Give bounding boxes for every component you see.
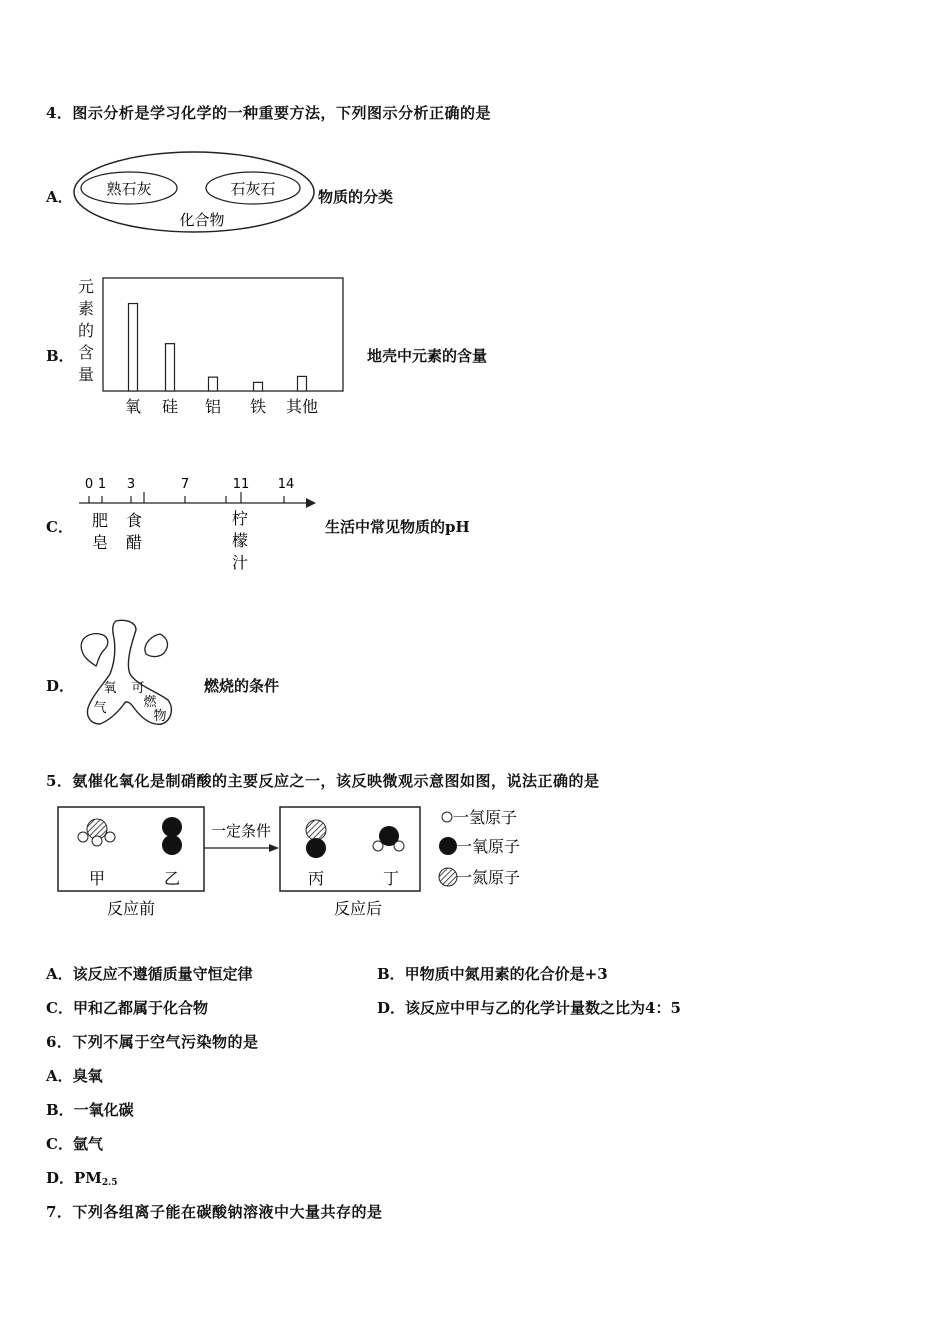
q4-a-caption: 物质的分类: [318, 188, 394, 206]
q4-d-caption: 燃烧的条件: [204, 677, 280, 695]
ding-label: 丁: [382, 869, 400, 888]
chart-frame: [103, 278, 343, 391]
after-label: 反应后: [333, 899, 383, 918]
soap-char: 肥: [91, 511, 109, 530]
q7-stem: 7．下列各组离子能在碳酸钠溶液中大量共存的是: [46, 1203, 383, 1221]
lemon-char: 汁: [231, 553, 249, 572]
q6-option-d-subscript: 2.5: [101, 1178, 118, 1188]
lemon-char: 柠: [231, 509, 249, 528]
fuel-char: 可: [131, 681, 145, 696]
hydrogen-legend-icon: [442, 812, 452, 822]
fuel-char: 燃: [143, 695, 157, 710]
ph-tick-label: 14: [277, 477, 295, 492]
q6-option-d[interactable]: [46, 1167, 118, 1188]
compound-text: 化合物: [179, 211, 225, 229]
q5-option-c[interactable]: C．甲和乙都属于化合物: [46, 999, 208, 1017]
ph-tick-label: 1: [97, 477, 107, 492]
q5-option-b[interactable]: B．甲物质中氮用素的化合价是+3: [377, 965, 608, 983]
lemon-char: 檬: [231, 531, 249, 550]
bar-4: [254, 382, 263, 391]
nitrogen-legend-icon: [439, 868, 457, 886]
q6-option-b[interactable]: B．一氧化碳: [46, 1101, 134, 1119]
bar-category-label: 铝: [204, 397, 222, 416]
q6-option-d-text: D．PM: [46, 1169, 102, 1187]
legend-oxygen: 一氧原子: [456, 837, 521, 856]
oxygen-legend-icon: [439, 837, 457, 855]
classification-diagram: [72, 150, 317, 234]
bar-2: [166, 344, 175, 391]
limestone-text: 石灰石: [230, 180, 276, 198]
before-box: [58, 807, 204, 891]
oxygen-char: 氧: [103, 681, 117, 696]
q4-stem: 4．图示分析是学习化学的一种重要方法，下列图示分析正确的是: [46, 104, 491, 122]
soap-char: 皂: [91, 533, 109, 552]
no-molecule: [306, 820, 326, 858]
bar-chart-ylabel: 元 素 的 含 量: [77, 277, 94, 384]
yi-label: 乙: [163, 869, 181, 888]
q5-option-d[interactable]: D．该反应中甲与乙的化学计量数之比为4：5: [377, 999, 681, 1017]
q5-stem: 5．氨催化氧化是制硝酸的主要反应之一，该反映微观示意图如图，说法正确的是: [46, 772, 600, 790]
left-drop-shape: [81, 634, 108, 666]
bar-category-label: 铁: [249, 397, 267, 416]
condition-label: 一定条件: [210, 822, 272, 840]
h2o-molecule: [373, 826, 404, 851]
bar-category-label: 其他: [285, 397, 319, 416]
oxygen-char: 气: [93, 701, 107, 716]
legend-hydrogen: 一氢原子: [453, 808, 518, 827]
q5-option-a[interactable]: A．该反应不遵循质量守恒定律: [46, 965, 253, 983]
q4-option-b-label[interactable]: B．: [46, 347, 74, 365]
q6-option-a[interactable]: A．臭氧: [46, 1067, 103, 1085]
slaked-lime-text: 熟石灰: [106, 180, 152, 198]
ph-scale-diagram: [76, 472, 321, 577]
vinegar-char: 醋: [125, 533, 143, 552]
bing-label: 丙: [307, 869, 325, 888]
ph-tick-label: 11: [232, 477, 250, 492]
q6-option-c[interactable]: C．氩气: [46, 1135, 103, 1153]
q4-option-c-label[interactable]: C．: [46, 518, 73, 536]
vinegar-char: 食: [125, 511, 143, 530]
fire-character-diagram: [76, 616, 176, 731]
right-drop-shape: [145, 634, 168, 657]
bar-5: [298, 376, 307, 391]
bar-1: [129, 304, 138, 391]
legend-nitrogen: 一氮原子: [456, 868, 521, 887]
q6-stem: 6．下列不属于空气污染物的是: [46, 1033, 259, 1051]
before-label: 反应前: [106, 899, 156, 918]
element-content-bar-chart: [100, 275, 350, 425]
q4-option-d-label[interactable]: D．: [46, 677, 75, 695]
bar-3: [209, 377, 218, 391]
ph-tick-label: 0: [84, 477, 94, 492]
ph-axis-arrow: [306, 498, 316, 508]
bar-category-label: 氧: [124, 397, 142, 416]
q4-c-caption: 生活中常见物质的pH: [325, 518, 470, 536]
fuel-char: 物: [153, 709, 167, 724]
jia-label: 甲: [88, 869, 106, 888]
o2-molecule: [162, 817, 182, 855]
q4-b-caption: 地壳中元素的含量: [367, 347, 488, 365]
reaction-micro-diagram: [55, 802, 535, 922]
ph-tick-label: 7: [180, 477, 190, 492]
bar-category-label: 硅: [161, 397, 179, 416]
ph-tick-label: 3: [126, 477, 136, 492]
q4-option-a-label[interactable]: A．: [46, 188, 73, 206]
nh3-molecule: [78, 819, 115, 846]
